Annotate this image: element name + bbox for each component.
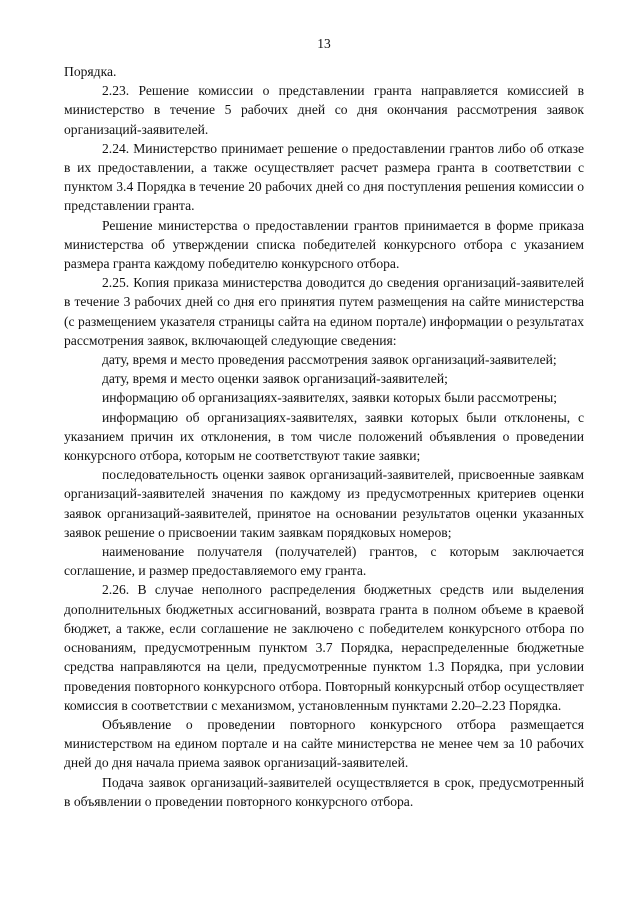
list-item: информацию об организациях-заявителях, заявки которых были рассмотрены; <box>102 390 558 406</box>
paragraph-2-26: 2.26. В случае неполного распределения бюджетных средств или выделения дополнительных бюджетных ассигнований, возврата гранта в полном объеме в краевой бюджет, а также, если соглашение не заключено с победителем конкурсного отбора по основаниям, предусмотренным пунктом 3.7 Порядка, нераспределенные бюджетные средства направляются на цели, предусмотренные пунктом 1.3 Порядка, при условии проведения повторного конкурсного отбора. Повторный конкурсный отбор осуществляет комиссия в соответствии с механизмом, установленным пунктами 2.20–2.23 Порядка. <box>64 582 584 713</box>
paragraph-2-23: 2.23. Решение комиссии о представлении гранта направляется комиссией в министерство в течение 5 рабочих дней со дня окончания рассмотрения заявок организаций-заявителей. <box>64 83 584 137</box>
paragraph-ministry-decision: Решение министерства о предоставлении грантов принимается в форме приказа министерства об утверждении списка победителей конкурсного отбора с указанием размера гранта каждому победителю конкурсного отбора. <box>64 217 584 272</box>
list-item: дату, время и место проведения рассмотрения заявок организаций-заявителей; <box>102 352 557 368</box>
list-item: дату, время и место оценки заявок организаций-заявителей; <box>102 371 448 387</box>
list-item: информацию об организациях-заявителях, заявки которых были отклонены, с указанием причин их отклонения, в том числе положений объявления о проведении конкурсного отбора, которым не соответствуют такие заявки; <box>64 409 584 464</box>
paragraph-2-24: 2.24. Министерство принимает решение о предоставлении грантов либо об отказе в их предоставлении, а также осуществляет расчет размера гранта в соответствии с пунктом 3.4 Порядка в течение 20 рабочих дней со дня поступления решения комиссии о представлении гранта. <box>64 140 584 214</box>
list-item: последовательность оценки заявок организаций-заявителей, присвоенные заявкам организаций-заявителей значения по каждому из предусмотренных критериев оценки заявок организаций-заявителей, принятое на основании результатов оценки указанных заявок решение о присвоении таким заявкам порядковых номеров; <box>64 467 584 540</box>
paragraph-continuation: Порядка. <box>64 64 117 79</box>
paragraph-2-25: 2.25. Копия приказа министерства доводится до сведения организаций-заявителей в течение 3 рабочих дней со дня его принятия путем размещения на сайте министерства (с размещением указателя страницы сайта на едином портале) информации о результатах рассмотрения заявок, включающей следующие сведения: <box>64 275 584 348</box>
paragraph-submission: Подача заявок организаций-заявителей осуществляется в срок, предусмотренный в объявлении о проведении повторного конкурсного отбора. <box>64 774 584 809</box>
document-body <box>64 62 584 811</box>
page-number: 13 <box>317 36 331 51</box>
list-item: наименование получателя (получателей) грантов, с которым заключается соглашение, и размер предоставляемого ему гранта. <box>64 544 584 579</box>
paragraph-announcement: Объявление о проведении повторного конкурсного отбора размещается министерством на едином портале и на сайте министерства не менее чем за 10 рабочих дней до дня начала приема заявок организаций-заявителей. <box>64 716 584 771</box>
